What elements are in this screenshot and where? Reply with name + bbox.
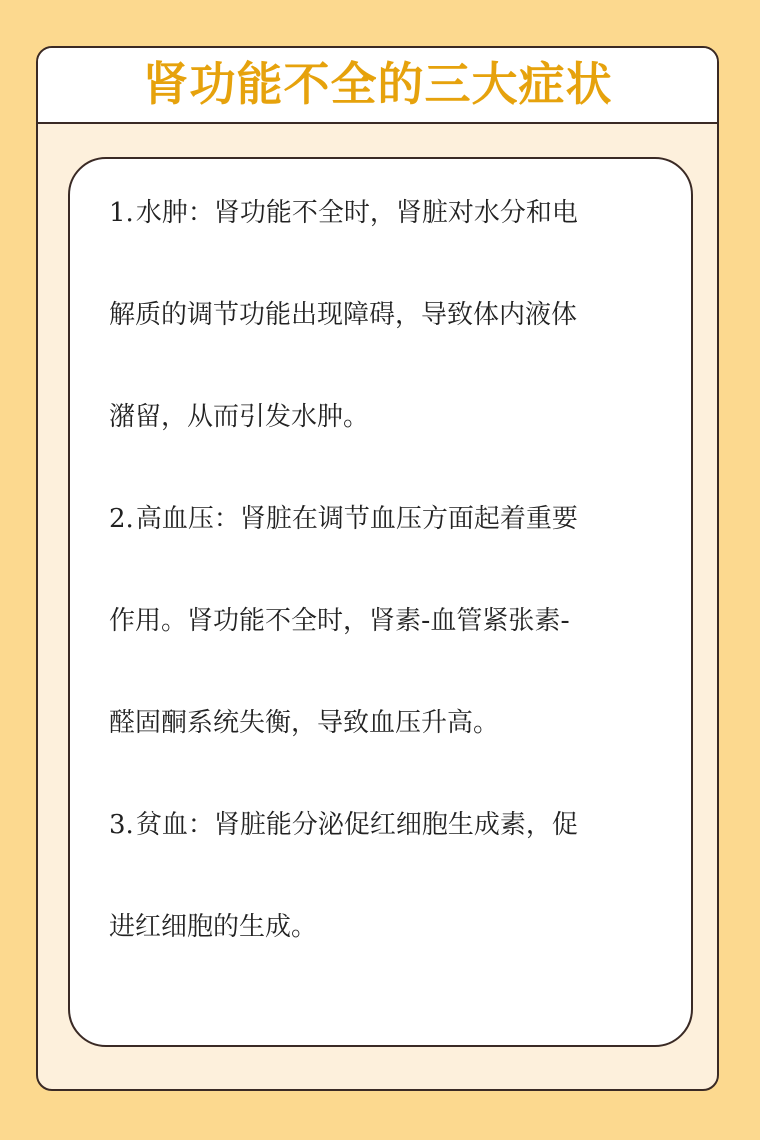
symptom-list bbox=[109, 180, 669, 996]
symptom-line bbox=[109, 792, 669, 894]
item-number: 3. bbox=[109, 810, 134, 840]
card bbox=[36, 46, 719, 1091]
symptom-item-3 bbox=[109, 792, 669, 996]
symptom-line bbox=[109, 486, 669, 588]
symptom-item-1 bbox=[109, 180, 669, 486]
item-number: 2. bbox=[109, 504, 134, 534]
symptom-item-2 bbox=[109, 486, 669, 792]
symptom-line bbox=[109, 180, 669, 282]
page-title: 肾功能不全的三大症状 bbox=[142, 57, 613, 111]
content-panel bbox=[68, 157, 693, 1047]
symptom-line: 进红细胞的生成。 bbox=[109, 912, 318, 942]
symptom-line: 醛固酮系统失衡，导致血压升高。 bbox=[109, 708, 500, 738]
line-text: 贫血：肾脏能分泌促红细胞生成素，促 bbox=[135, 810, 578, 840]
symptom-line: 解质的调节功能出现障碍，导致体内液体 bbox=[109, 300, 578, 330]
line-text: 水肿：肾功能不全时，肾脏对水分和电 bbox=[135, 198, 578, 228]
line-text: 高血压：肾脏在调节血压方面起着重要 bbox=[135, 504, 578, 534]
symptom-line: 潴留，从而引发水肿。 bbox=[109, 402, 370, 432]
item-number: 1. bbox=[109, 198, 134, 228]
header bbox=[38, 48, 717, 124]
symptom-line: 作用。肾功能不全时，肾素-血管紧张素- bbox=[109, 606, 570, 636]
